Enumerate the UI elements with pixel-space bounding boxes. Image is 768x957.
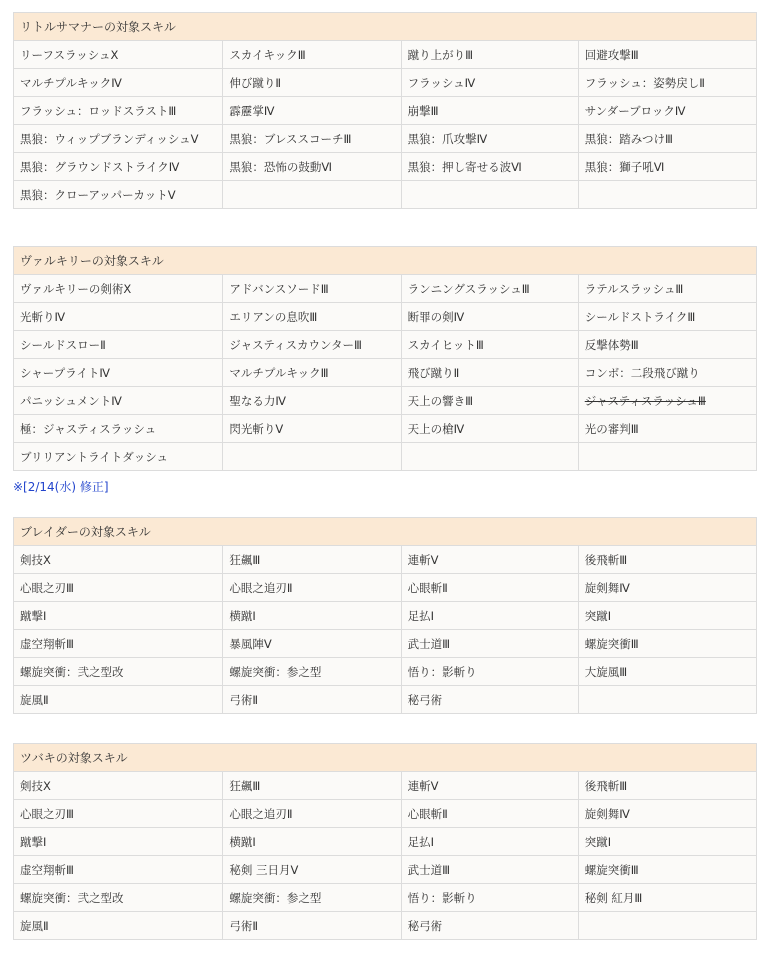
skill-cell: 悟り：影斬り bbox=[401, 884, 578, 912]
skill-cell: 黒狼：クローアッパーカットⅤ bbox=[14, 181, 223, 209]
skill-cell: ラテルスラッシュⅢ bbox=[578, 275, 756, 303]
section-title: ツバキの対象スキル bbox=[14, 744, 757, 772]
skill-cell: 秘剣 三日月Ⅴ bbox=[223, 856, 401, 884]
table-row bbox=[14, 41, 757, 69]
skill-cell: 黒狼：押し寄せる波Ⅵ bbox=[401, 153, 578, 181]
skill-cell: 螺旋突衝：弐之型改 bbox=[14, 884, 223, 912]
empty-cell bbox=[401, 443, 578, 471]
skill-cell: 旋剣舞Ⅳ bbox=[578, 574, 756, 602]
table-row bbox=[14, 912, 757, 940]
table-row bbox=[14, 275, 757, 303]
skill-cell: 横蹴Ⅰ bbox=[223, 602, 401, 630]
skill-cell: 旋風Ⅱ bbox=[14, 686, 223, 714]
skill-cell: 心眼之刃Ⅲ bbox=[14, 800, 223, 828]
skill-cell: 光の審判Ⅲ bbox=[578, 415, 756, 443]
table-row bbox=[14, 303, 757, 331]
skill-cell: 心眼之追刃Ⅱ bbox=[223, 574, 401, 602]
skill-cell: ブリリアントライトダッシュ bbox=[14, 443, 223, 471]
skill-cell: コンボ：二段飛び蹴り bbox=[578, 359, 756, 387]
skill-cell: アドバンスソードⅢ bbox=[223, 275, 401, 303]
empty-cell bbox=[578, 686, 756, 714]
table-row bbox=[14, 181, 757, 209]
table-row bbox=[14, 153, 757, 181]
empty-cell bbox=[578, 181, 756, 209]
skill-cell: 剣技Ⅹ bbox=[14, 546, 223, 574]
skill-cell: 秘弓術 bbox=[401, 686, 578, 714]
skill-cell: 蹴り上がりⅢ bbox=[401, 41, 578, 69]
skill-cell: 螺旋突衝：参之型 bbox=[223, 884, 401, 912]
skill-cell: 聖なる力Ⅳ bbox=[223, 387, 401, 415]
skill-table-blader bbox=[13, 517, 757, 714]
empty-cell bbox=[223, 181, 401, 209]
skill-cell: 黒狼：グラウンドストライクⅣ bbox=[14, 153, 223, 181]
skill-cell: 蹴撃Ⅰ bbox=[14, 602, 223, 630]
skill-cell: 螺旋突衝Ⅲ bbox=[578, 856, 756, 884]
skill-cell: 足払Ⅰ bbox=[401, 602, 578, 630]
table-row bbox=[14, 772, 757, 800]
table-row bbox=[14, 443, 757, 471]
skill-cell: エリアンの息吹Ⅲ bbox=[223, 303, 401, 331]
section-title: リトルサマナーの対象スキル bbox=[14, 13, 757, 41]
skill-cell: 極：ジャスティスラッシュ bbox=[14, 415, 223, 443]
table-row bbox=[14, 602, 757, 630]
skill-cell: 武士道Ⅲ bbox=[401, 856, 578, 884]
skill-cell: 伸び蹴りⅡ bbox=[223, 69, 401, 97]
skill-cell: 狂飆Ⅲ bbox=[223, 546, 401, 574]
skill-cell: 大旋風Ⅲ bbox=[578, 658, 756, 686]
skill-cell: 螺旋突衝Ⅲ bbox=[578, 630, 756, 658]
skill-cell: 剣技Ⅹ bbox=[14, 772, 223, 800]
skill-cell: 飛び蹴りⅡ bbox=[401, 359, 578, 387]
skill-cell: 暴風陣Ⅴ bbox=[223, 630, 401, 658]
skill-cell: 霹靂掌Ⅳ bbox=[223, 97, 401, 125]
section-title: ブレイダーの対象スキル bbox=[14, 518, 757, 546]
table-row bbox=[14, 69, 757, 97]
revision-note: ※[2/14(水) 修正] bbox=[13, 480, 109, 494]
skill-cell: 黒狼：爪攻撃Ⅳ bbox=[401, 125, 578, 153]
skill-cell: 天上の槍Ⅳ bbox=[401, 415, 578, 443]
skill-cell: 光斬りⅣ bbox=[14, 303, 223, 331]
skill-cell: 秘弓術 bbox=[401, 912, 578, 940]
skill-cell: 狂飆Ⅲ bbox=[223, 772, 401, 800]
table-row bbox=[14, 686, 757, 714]
skill-cell: 武士道Ⅲ bbox=[401, 630, 578, 658]
skill-cell: フラッシュ：姿勢戻しⅡ bbox=[578, 69, 756, 97]
empty-cell bbox=[401, 181, 578, 209]
skill-cell: 旋剣舞Ⅳ bbox=[578, 800, 756, 828]
skill-cell: 黒狼：恐怖の鼓動Ⅵ bbox=[223, 153, 401, 181]
table-row bbox=[14, 415, 757, 443]
skill-cell: シャープライトⅣ bbox=[14, 359, 223, 387]
table-row bbox=[14, 97, 757, 125]
skill-cell: 蹴撃Ⅰ bbox=[14, 828, 223, 856]
skill-cell: 回避攻撃Ⅲ bbox=[578, 41, 756, 69]
skill-cell: 連斬Ⅴ bbox=[401, 546, 578, 574]
table-row bbox=[14, 856, 757, 884]
skill-cell: 閃光斬りⅤ bbox=[223, 415, 401, 443]
skill-cell: 突蹴Ⅰ bbox=[578, 828, 756, 856]
table-row bbox=[14, 387, 757, 415]
skill-cell: 断罪の剣Ⅳ bbox=[401, 303, 578, 331]
empty-cell bbox=[578, 443, 756, 471]
skill-cell: 連斬Ⅴ bbox=[401, 772, 578, 800]
skill-cell: 旋風Ⅱ bbox=[14, 912, 223, 940]
skill-cell: 天上の響きⅢ bbox=[401, 387, 578, 415]
skill-cell: ジャスティスラッシュⅢ bbox=[578, 387, 756, 415]
skill-cell: 黒狼：ウィップブランディッシュⅤ bbox=[14, 125, 223, 153]
skill-cell: ジャスティスカウンターⅢ bbox=[223, 331, 401, 359]
table-row bbox=[14, 546, 757, 574]
skill-table-little-summoner bbox=[13, 12, 757, 209]
skill-cell: スカイキックⅢ bbox=[223, 41, 401, 69]
skill-cell: 足払Ⅰ bbox=[401, 828, 578, 856]
table-row bbox=[14, 658, 757, 686]
skill-cell: 黒狼：踏みつけⅢ bbox=[578, 125, 756, 153]
skill-cell: シールドスローⅡ bbox=[14, 331, 223, 359]
skill-cell: 反撃体勢Ⅲ bbox=[578, 331, 756, 359]
table-row bbox=[14, 828, 757, 856]
skill-cell: 心眼斬Ⅱ bbox=[401, 574, 578, 602]
skill-table-valkyrie bbox=[13, 246, 757, 471]
table-row bbox=[14, 630, 757, 658]
skill-cell: フラッシュⅣ bbox=[401, 69, 578, 97]
skill-cell: 螺旋突衝：弐之型改 bbox=[14, 658, 223, 686]
skill-cell: 横蹴Ⅰ bbox=[223, 828, 401, 856]
table-row bbox=[14, 125, 757, 153]
skill-cell: 螺旋突衝：参之型 bbox=[223, 658, 401, 686]
skill-cell: リーフスラッシュⅩ bbox=[14, 41, 223, 69]
section-title: ヴァルキリーの対象スキル bbox=[14, 247, 757, 275]
skill-cell: 悟り：影斬り bbox=[401, 658, 578, 686]
skill-cell: スカイヒットⅢ bbox=[401, 331, 578, 359]
skill-cell: 心眼之刃Ⅲ bbox=[14, 574, 223, 602]
skill-cell: マルチプルキックⅢ bbox=[223, 359, 401, 387]
skill-cell: 後飛斬Ⅲ bbox=[578, 546, 756, 574]
skill-cell: 後飛斬Ⅲ bbox=[578, 772, 756, 800]
table-row bbox=[14, 884, 757, 912]
skill-cell: パニッシュメントⅣ bbox=[14, 387, 223, 415]
skill-cell: 黒狼：ブレススコーチⅢ bbox=[223, 125, 401, 153]
table-row bbox=[14, 359, 757, 387]
skill-cell: 虚空翔斬Ⅲ bbox=[14, 630, 223, 658]
skill-cell: 秘剣 紅月Ⅲ bbox=[578, 884, 756, 912]
skill-table-tsubaki bbox=[13, 743, 757, 940]
empty-cell bbox=[223, 443, 401, 471]
empty-cell bbox=[578, 912, 756, 940]
skill-cell: ヴァルキリーの剣術Ⅹ bbox=[14, 275, 223, 303]
skill-cell: 弓術Ⅱ bbox=[223, 912, 401, 940]
table-row bbox=[14, 800, 757, 828]
skill-cell: 心眼之追刃Ⅱ bbox=[223, 800, 401, 828]
skill-cell: マルチプルキックⅣ bbox=[14, 69, 223, 97]
skill-cell: 崩撃Ⅲ bbox=[401, 97, 578, 125]
skill-cell: 心眼斬Ⅱ bbox=[401, 800, 578, 828]
skill-cell: 虚空翔斬Ⅲ bbox=[14, 856, 223, 884]
skill-cell: サンダーブロックⅣ bbox=[578, 97, 756, 125]
skill-cell: フラッシュ：ロッドスラストⅢ bbox=[14, 97, 223, 125]
skill-cell: 黒狼：獅子吼Ⅵ bbox=[578, 153, 756, 181]
table-row bbox=[14, 574, 757, 602]
skill-cell: 突蹴Ⅰ bbox=[578, 602, 756, 630]
table-row bbox=[14, 331, 757, 359]
skill-cell: 弓術Ⅱ bbox=[223, 686, 401, 714]
skill-cell: ランニングスラッシュⅢ bbox=[401, 275, 578, 303]
skill-cell: シールドストライクⅢ bbox=[578, 303, 756, 331]
